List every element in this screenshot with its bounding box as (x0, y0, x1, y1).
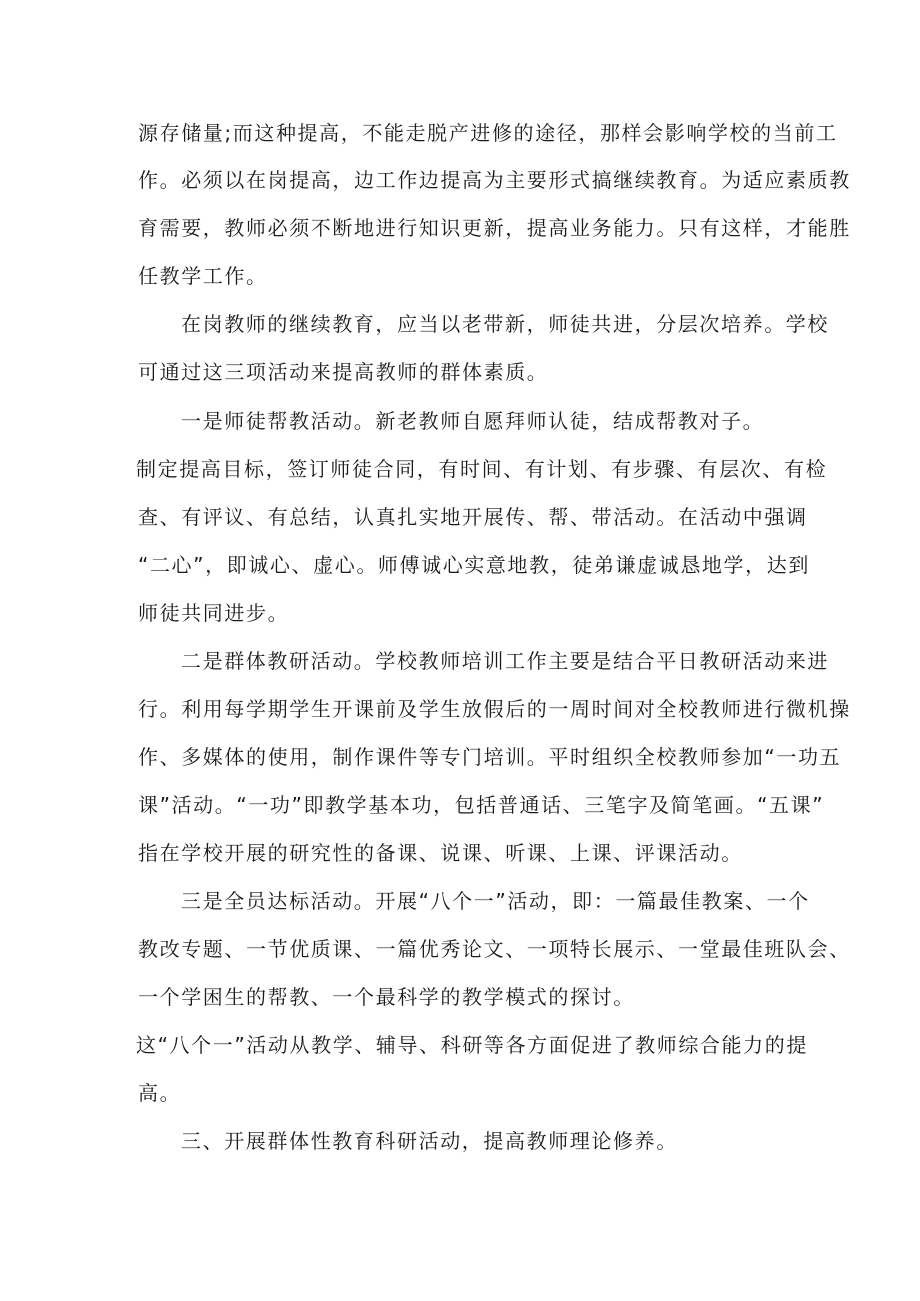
text-line: 作。必须以在岗提高，边工作边提高为主要形式搞继续教育。为适应素质教 (138, 168, 851, 192)
text-line: 教改专题、一节优质课、一篇优秀论文、一项特长展示、一堂最佳班队会、 (138, 937, 851, 961)
text-line: 育需要，教师必须不断地进行知识更新，提高业务能力。只有这样，才能胜 (138, 216, 851, 240)
text-line: 制定提高目标，签订师徒合同，有时间、有计划、有步骤、有层次、有检 (136, 457, 828, 481)
text-line: 行。利用每学期学生开课前及学生放假后的一周时间对全校教师进行微机操 (138, 697, 851, 721)
text-line: 这“八个一”活动从教学、辅导、科研等各方面促进了教师综合能力的提 (136, 1033, 808, 1057)
text-line: 在岗教师的继续教育，应当以老带新，师徒共进，分层次培养。学校 (181, 312, 829, 336)
text-line: 课”活动。“一功”即教学基本功，包括普通话、三笔字及简笔画。“五课” (138, 793, 825, 817)
text-line: 高。 (138, 1081, 182, 1105)
text-line: 三是全员达标活动。开展“八个一”活动，即：一篇最佳教案、一个 (181, 889, 810, 913)
text-line: 可通过这三项活动来提高教师的群体素质。 (138, 360, 549, 384)
text-line: 作、多媒体的使用，制作课件等专门培训。平时组织全校教师参加“一功五 (138, 745, 842, 769)
text-line: 查、有评议、有总结，认真扎实地开展传、帮、带活动。在活动中强调 (138, 505, 808, 529)
text-line: 源存储量;而这种提高，不能走脱产进修的途径，那样会影响学校的当前工 (138, 121, 838, 145)
text-line: 一个学困生的帮教、一个最科学的教学模式的探讨。 (138, 985, 635, 1009)
text-line: 师徒共同进步。 (138, 601, 290, 625)
text-line: “二心”，即诚心、虚心。师傅诚心实意地教，徒弟谦虚诚恳地学，达到 (138, 553, 810, 577)
text-line: 三、开展群体性教育科研活动，提高教师理论修养。 (181, 1129, 678, 1153)
text-line: 指在学校开展的研究性的备课、说课、听课、上课、评课活动。 (138, 841, 743, 865)
text-line: 二是群体教研活动。学校教师培训工作主要是结合平日教研活动来进 (181, 649, 829, 673)
text-line: 一是师徒帮教活动。新老教师自愿拜师认徒，结成帮教对子。 (181, 409, 765, 433)
text-line: 任教学工作。 (138, 264, 268, 288)
